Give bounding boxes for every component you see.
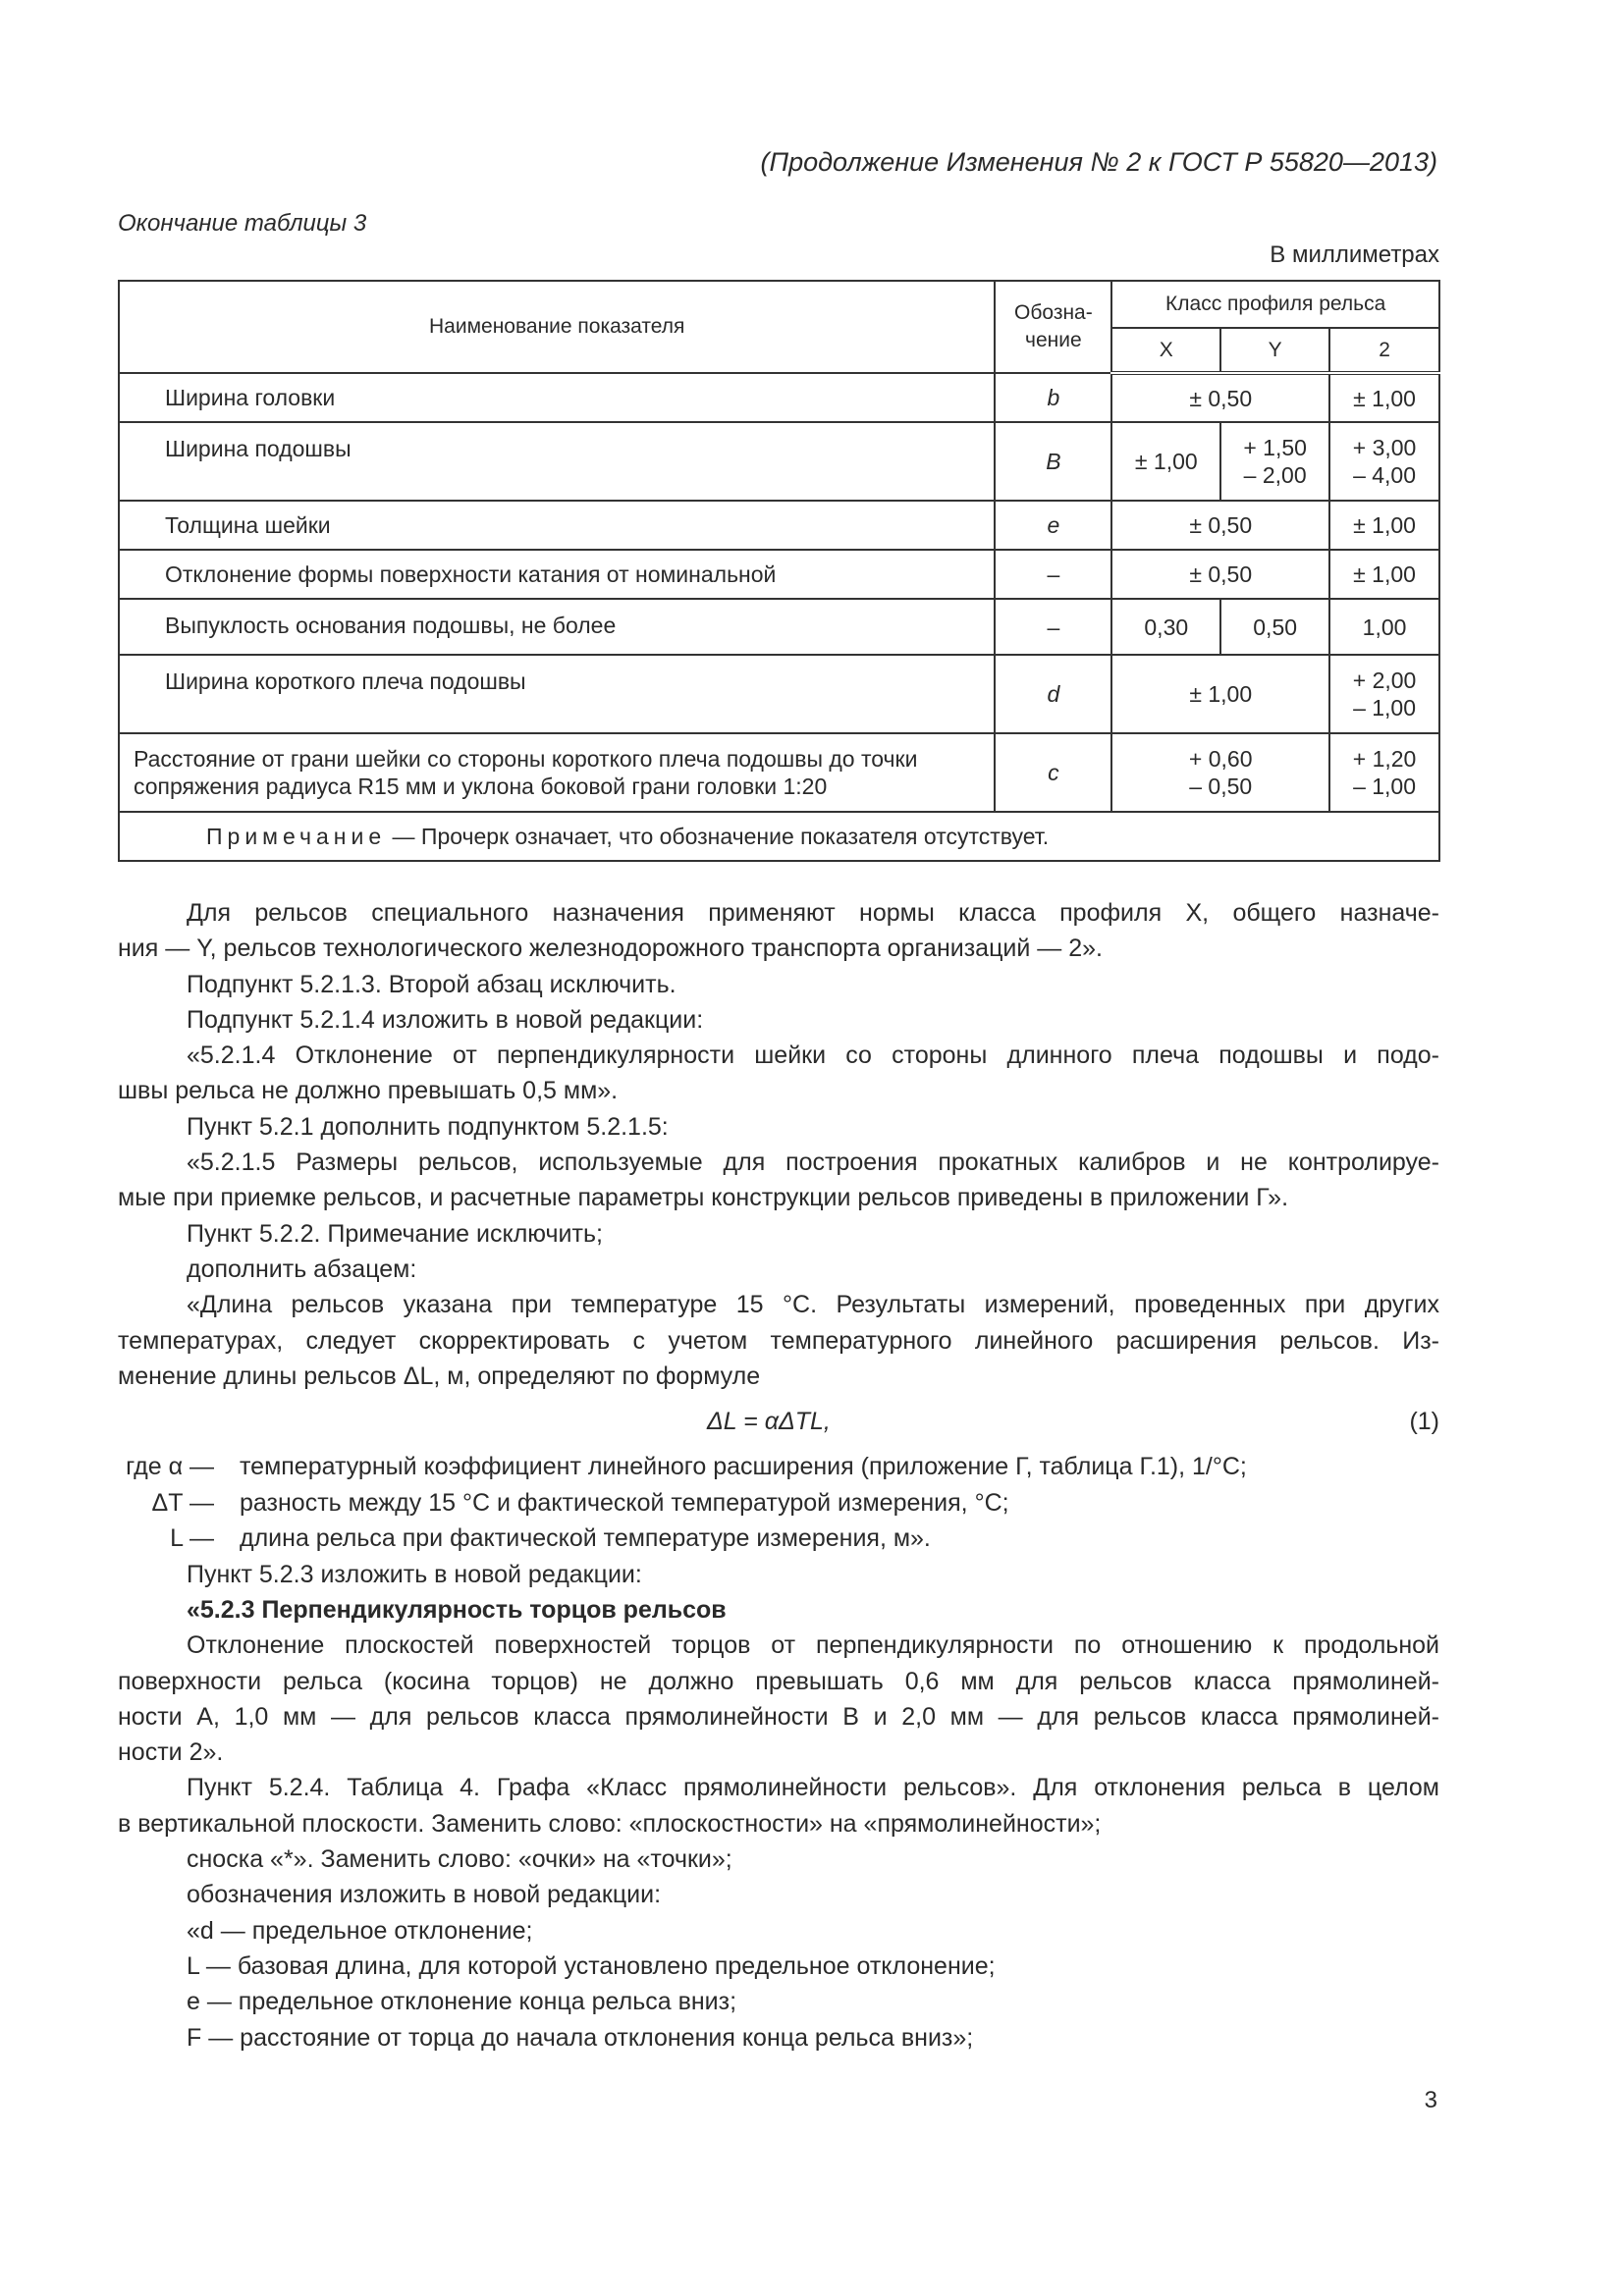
header-class: Класс профиля рельса [1111,281,1439,328]
paragraph-line: ности 2». [118,1738,224,1767]
table-row: Ширина короткого плеча подошвы d ± 1,00 + 2,00 – 1,00 [119,655,1439,733]
table-row: Ширина подошвы B ± 1,00 + 1,50 – 2,00 + 3,00 – 4,00 [119,422,1439,501]
definition-text: длина рельса при фактической температуре измерения, м». [240,1524,931,1553]
definition-symbol: где α — [126,1453,214,1481]
paragraph-line: e — предельное отклонение конца рельса вниз; [187,1988,737,2016]
header-class-x: X [1111,328,1220,373]
definition-text: температурный коэффициент линейного расширения (приложение Г, таблица Г.1), 1/°С; [240,1453,1247,1481]
paragraph-line: ния — Y, рельсов технологического железнодорожного транспорта организаций — 2». [118,934,1103,963]
paragraph-line: ности А, 1,0 мм — для рельсов класса прямолинейности В и 2,0 мм — для рельсов класса прямолиней- [118,1702,1439,1731]
paragraph-line: температурах, следует скорректировать с учетом температурного линейного расширения рельсов. Из- [118,1326,1439,1355]
table-row: Выпуклость основания подошвы, не более – 0,30 0,50 1,00 [119,599,1439,655]
paragraph-line: менение длины рельсов ΔL, м, определяют по формуле [118,1362,761,1390]
paragraph-line: «Длина рельсов указана при температуре 15 °С. Результаты измерений, проведенных при других [187,1291,1439,1319]
header-symbol: Обозна- чение [995,281,1111,373]
table-row: Отклонение формы поверхности катания от номинальной – ± 0,50 ± 1,00 [119,550,1439,599]
paragraph-line: Пункт 5.2.3 изложить в новой редакции: [187,1560,642,1588]
formula [118,1394,1439,1449]
paragraph-line: сноска «*». Заменить слово: «очки» на «точки»; [187,1845,732,1874]
table-row: Ширина головки b ± 0,50 ± 1,00 [119,373,1439,422]
paragraph-line: Подпункт 5.2.1.4 изложить в новой редакции: [187,1005,704,1034]
definition-item [118,1485,1439,1522]
paragraph-line: F — расстояние от торца до начала отклонения конца рельса вниз»; [187,2023,974,2052]
paragraph-line: дополнить абзацем: [187,1255,417,1283]
paragraph-line: Пункт 5.2.1 дополнить подпунктом 5.2.1.5: [187,1112,669,1141]
table-row: Расстояние от грани шейки со стороны короткого плеча подошвы до точки сопряжения радиуса R15 мм и уклона боковой грани головки 1:20 c + 0,60 – 0,50 + 1,20 – 1,00 [119,733,1439,812]
paragraph-line: швы рельса не должно превышать 0,5 мм». [118,1077,619,1105]
table-note: Примечание — Прочерк означает, что обозначение показателя отсутствует. [119,812,1439,861]
paragraph-line: Отклонение плоскостей поверхностей торцов от перпендикулярности по отношению к продольной [187,1631,1439,1660]
paragraph-line: обозначения изложить в новой редакции: [187,1881,662,1909]
table-row: Толщина шейки e ± 0,50 ± 1,00 [119,501,1439,550]
definition-item [118,1521,1439,1557]
paragraph-line: L — базовая длина, для которой установлено предельное отклонение; [187,1951,996,1980]
paragraph-line: Для рельсов специального назначения применяют нормы класса профиля X, общего назначе- [187,899,1439,927]
paragraph-line: Пункт 5.2.4. Таблица 4. Графа «Класс прямолинейности рельсов». Для отклонения рельса в целом [187,1774,1439,1802]
table-caption: Окончание таблицы 3 [118,210,367,237]
paragraph-line: «5.2.1.5 Размеры рельсов, используемые для построения прокатных калибров и не контролируе- [187,1148,1439,1177]
paragraph-line: Пункт 5.2.2. Примечание исключить; [187,1219,603,1248]
document-body [118,895,1439,2056]
paragraph-line: «d — предельное отклонение; [187,1916,533,1945]
document-header: (Продолжение Изменения № 2 к ГОСТ Р 55820—2013) [760,147,1437,177]
paragraph-line: мые при приемке рельсов, и расчетные параметры конструкции рельсов приведены в приложении Г». [118,1184,1289,1212]
table-3 [118,280,1440,862]
definition-symbol: ΔT — [151,1488,214,1517]
paragraph-line: «5.2.1.4 Отклонение от перпендикулярности шейки со стороны длинного плеча подошвы и подо- [187,1041,1439,1070]
units-label: В миллиметрах [1270,241,1439,268]
header-class-2: 2 [1329,328,1439,373]
header-class-y: Y [1220,328,1329,373]
page-number: 3 [1424,2087,1437,2113]
formula-number: (1) [1409,1408,1439,1436]
paragraph-line: поверхности рельса (косина торцов) не должно превышать 0,6 мм для рельсов класса прямолиней- [118,1667,1439,1695]
definition-item [118,1449,1439,1485]
definition-text: разность между 15 °С и фактической температурой измерения, °С; [240,1488,1009,1517]
paragraph-line: в вертикальной плоскости. Заменить слово: «плоскостности» на «прямолинейности»; [118,1809,1102,1838]
definition-symbol: L — [170,1524,214,1553]
paragraph-line: Подпункт 5.2.1.3. Второй абзац исключить. [187,970,677,998]
section-heading: «5.2.3 Перпендикулярность торцов рельсов [187,1595,727,1624]
formula-expression: ΔL = αΔTL, [707,1408,831,1436]
header-name: Наименование показателя [119,281,995,373]
